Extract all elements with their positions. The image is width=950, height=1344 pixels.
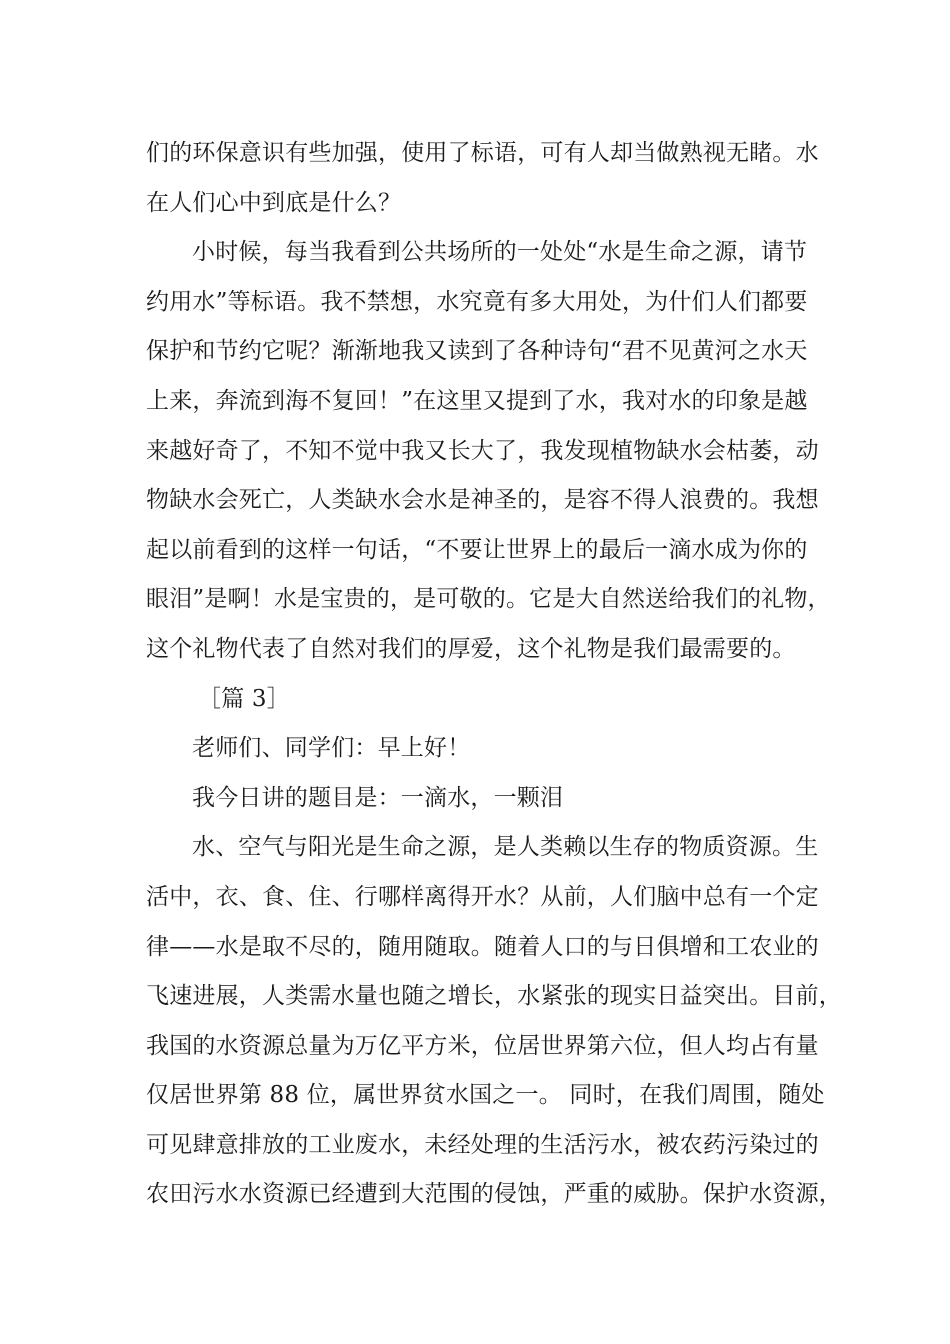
- text-line: 上来，奔流到海不复回！”在这里又提到了水，我对水的印象是越: [146, 387, 808, 414]
- text-line: 保护和节约它呢？渐渐地我又读到了各种诗句“君不见黄河之水天: [146, 338, 808, 365]
- paragraph-start-line: 小时候，每当我看到公共场所的一处处“水是生命之源，请节: [192, 239, 808, 266]
- text-line: 们的环保意识有些加强，使用了标语，可有人却当做熟视无睹。水: [146, 140, 819, 166]
- text-line: 物缺水会死亡，人类缺水会水是神圣的，是容不得人浪费的。我想: [146, 487, 819, 514]
- document-body: [146, 129, 842, 1220]
- text-line: 约用水”等标语。我不禁想，水究竟有多大用处，为什们人们都要: [146, 288, 808, 315]
- text-line: 起以前看到的这样一句话，“不要让世界上的最后一滴水成为你的: [146, 536, 808, 563]
- text-line: 律——水是取不尽的，随用随取。随着人口的与日俱增和工农业的: [146, 933, 819, 960]
- text-line: 仅居世界第 88 位，属世界贫水国之一。 同时，在我们周围，随处: [146, 1082, 825, 1109]
- speech-title-line: 我今日讲的题目是：一滴水，一颗泪: [192, 784, 564, 811]
- text-line: 我国的水资源总量为万亿平方米，位居世界第六位，但人均占有量: [146, 1032, 819, 1059]
- paragraph-start-line: 水、空气与阳光是生命之源，是人类赖以生存的物质资源。生: [192, 834, 819, 861]
- text-line: 可见肆意排放的工业废水，未经处理的生活污水，被农药污染过的: [146, 1131, 819, 1158]
- text-line: 飞速进展，人类需水量也随之增长，水紧张的现实日益突出。目前，: [146, 983, 842, 1010]
- text-line: 农田污水水资源已经遭到大范围的侵蚀，严重的威胁。保护水资源，: [146, 1181, 842, 1208]
- text-line: 眼泪”是啊！水是宝贵的，是可敬的。它是大自然送给我们的礼物，: [146, 586, 831, 613]
- text-line: 这个礼物代表了自然对我们的厚爱，这个礼物是我们最需要的。: [146, 635, 796, 662]
- text-line: 在人们心中到底是什么？: [146, 189, 402, 216]
- greeting-line: 老师们、同学们：早上好！: [192, 735, 471, 762]
- section-heading: ［篇 3］: [198, 685, 290, 712]
- text-line: 活中，衣、食、住、行哪样离得开水？从前，人们脑中总有一个定: [146, 883, 819, 910]
- text-line: 来越好奇了，不知不觉中我又长大了，我发现植物缺水会枯萎，动: [146, 437, 819, 464]
